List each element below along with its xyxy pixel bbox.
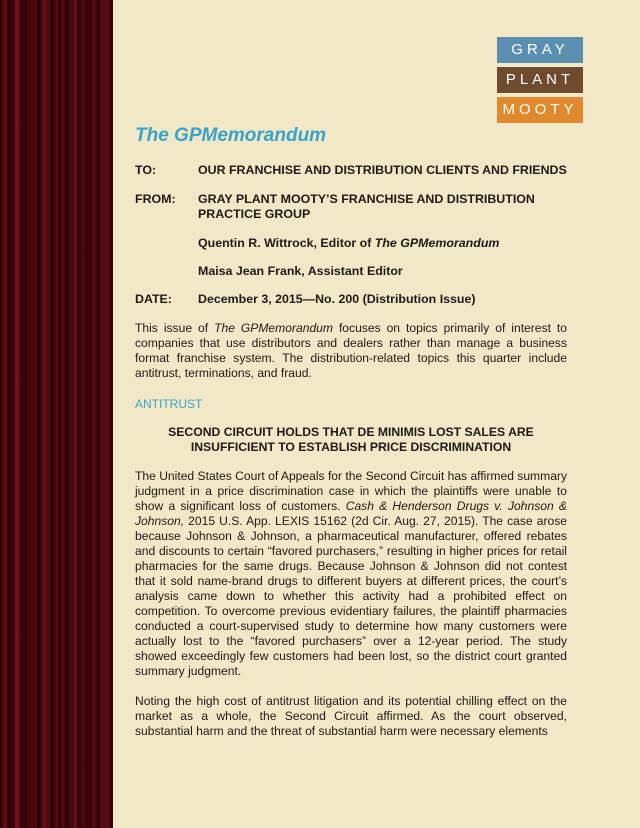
p1-text-post: 2015 U.S. App. LEXIS 15162 (2d Cir. Aug. 27, 2015). The case arose because Johnson & Johnson, a pharmaceutical manufacturer, offered rebates and discounts to certain “favored purchasers,” resulting in higher prices for retail pharmacies for the same drugs. Because Johnson & Johnson did not contest that it sold name-brand drugs to different buyers at different prices, the court’s analysis came down to whether this activity had a prohibited effect on competition. To overcome previous evidentiary failures, the plaintiff pharmacies conducted a court-supervised study to determine how many customers were actually lost to the “favored purchasers” over a 12-year period. The study showed exceedingly few customers had been lost, so the district court granted summary judgment.	[135, 514, 567, 678]
intro-paragraph	[135, 321, 567, 381]
logo-plant: PLANT	[497, 67, 583, 93]
section-label-antitrust: ANTITRUST	[135, 397, 203, 411]
editor-line	[198, 236, 567, 250]
date-row	[135, 292, 567, 307]
intro-publication: The GPMemorandum	[214, 321, 333, 335]
from-label: FROM:	[135, 192, 176, 206]
firm-logo	[497, 37, 583, 127]
newsletter-title: The GPMemorandum	[135, 125, 327, 146]
intro-text-post: focuses on topics primarily of interest to companies that use distributors and dealers rather than manage a business format franchise system. The distribution-related topics this quarter include antitrust, terminations, and fraud.	[135, 321, 567, 380]
from-value: GRAY PLANT MOOTY’S FRANCHISE AND DISTRIBUTION PRACTICE GROUP	[198, 192, 535, 221]
article-paragraph-1	[135, 469, 567, 679]
article-paragraph-2: Noting the high cost of antitrust litigation and its potential chilling effect on the market as a whole, the Second Circuit affirmed. As the court observed, substantial harm and the threat of substantial harm were necessary elements	[135, 694, 567, 738]
article-title	[135, 425, 567, 455]
intro-text-pre: This issue of	[135, 321, 215, 335]
p1-case-citation: Cash & Henderson Drugs v. Johnson & Johnson,	[135, 499, 567, 528]
assistant-editor: Maisa Jean Frank, Assistant Editor	[198, 264, 403, 278]
logo-gray: GRAY	[497, 37, 583, 63]
to-label: TO:	[135, 163, 157, 177]
editor-publication: The GPMemorandum	[374, 236, 500, 250]
from-row	[135, 192, 567, 222]
wood-sidebar	[0, 0, 113, 828]
to-value: OUR FRANCHISE AND DISTRIBUTION CLIENTS AND FRIENDS	[198, 163, 567, 177]
article-title-line2: INSUFFICIENT TO ESTABLISH PRICE DISCRIMINATION	[190, 440, 512, 454]
logo-mooty: MOOTY	[497, 97, 583, 123]
editor-name: Quentin R. Wittrock, Editor of	[198, 236, 375, 250]
date-label: DATE:	[135, 292, 172, 306]
date-value: December 3, 2015—No. 200 (Distribution Issue)	[198, 292, 476, 306]
article-title-line1: SECOND CIRCUIT HOLDS THAT DE MINIMIS LOST SALES ARE	[168, 425, 534, 439]
p1-text-pre: The United States Court of Appeals for the Second Circuit has affirmed summary judgment in a price discrimination case in which the plaintiffs were unable to show a significant loss of customers.	[135, 469, 567, 513]
to-row	[135, 163, 567, 178]
memo-content	[135, 125, 567, 739]
